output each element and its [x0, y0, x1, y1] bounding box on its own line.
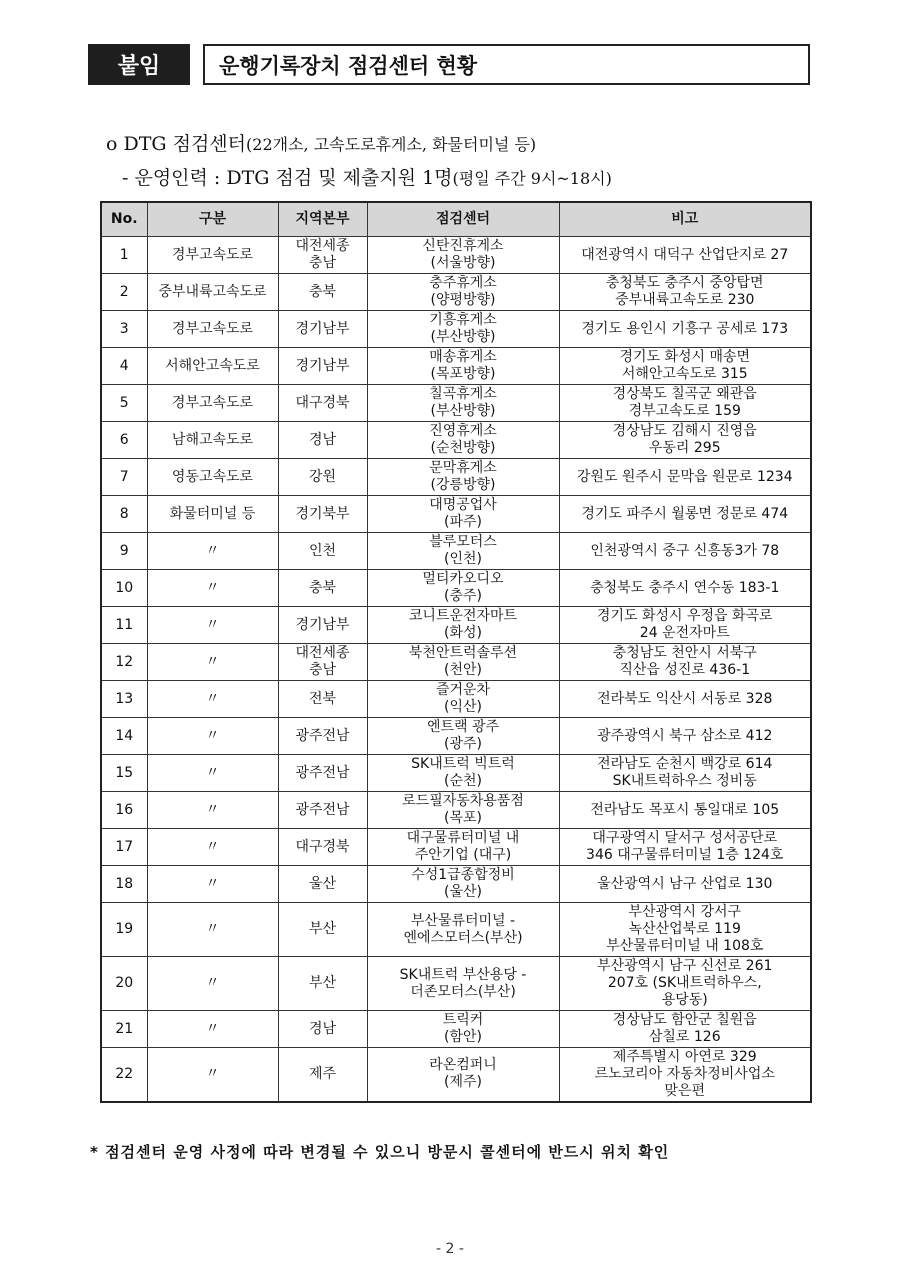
cell-region: 경기북부 [278, 496, 367, 533]
table-row [101, 570, 811, 607]
cell-center: 대명공업사 (파주) [367, 496, 559, 533]
cell-center: 매송휴게소 (목포방향) [367, 348, 559, 385]
footnote: * 점검센터 운영 사정에 따라 변경될 수 있으니 방문시 콜센터에 반드시 위치 확인 [90, 1143, 670, 1161]
cell-category: 〃 [147, 792, 278, 829]
cell-center: 트릭커 (함안) [367, 1011, 559, 1048]
cell-category: 화물터미널 등 [147, 496, 278, 533]
cell-region: 부산 [278, 957, 367, 1011]
cell-no: 11 [101, 607, 147, 644]
table-row [101, 829, 811, 866]
cell-region: 전북 [278, 681, 367, 718]
cell-category: 〃 [147, 681, 278, 718]
intro-sub-main: - 운영인력 : DTG 점검 및 제출지원 1명 [122, 167, 453, 189]
table-row [101, 422, 811, 459]
table-row [101, 385, 811, 422]
cell-category: 〃 [147, 644, 278, 681]
page-title: 운행기록장치 점검센터 현황 [203, 44, 810, 85]
cell-category: 영동고속도로 [147, 459, 278, 496]
cell-note: 경기도 화성시 매송면 서해안고속도로 315 [559, 348, 811, 385]
cell-no: 15 [101, 755, 147, 792]
cell-region: 제주 [278, 1048, 367, 1102]
cell-category: 〃 [147, 607, 278, 644]
table-row [101, 718, 811, 755]
cell-note: 경상남도 함안군 칠원읍 삼칠로 126 [559, 1011, 811, 1048]
cell-center: 신탄진휴게소 (서울방향) [367, 237, 559, 274]
cell-no: 8 [101, 496, 147, 533]
cell-no: 13 [101, 681, 147, 718]
cell-center: 진영휴게소 (순천방향) [367, 422, 559, 459]
cell-center: 칠곡휴게소 (부산방향) [367, 385, 559, 422]
cell-center: 로드필자동차용품점 (목포) [367, 792, 559, 829]
cell-region: 경남 [278, 1011, 367, 1048]
table-row [101, 866, 811, 903]
cell-no: 5 [101, 385, 147, 422]
cell-center: 북천안트럭솔루션 (천안) [367, 644, 559, 681]
cell-center: 엔트랙 광주 (광주) [367, 718, 559, 755]
cell-note: 전라남도 목포시 통일대로 105 [559, 792, 811, 829]
table-row [101, 607, 811, 644]
header-center: 점검센터 [367, 202, 559, 237]
intro-sub-paren: (평일 주간 9시~18시) [452, 169, 612, 188]
table-row [101, 957, 811, 1011]
cell-note: 제주특별시 아연로 329 르노코리아 자동차정비사업소 맞은편 [559, 1048, 811, 1102]
page-number: - 2 - [436, 1241, 464, 1257]
cell-center: 멀티카오디오 (충주) [367, 570, 559, 607]
cell-note: 전라북도 익산시 서동로 328 [559, 681, 811, 718]
cell-region: 경기남부 [278, 311, 367, 348]
cell-center: 대구물류터미널 내 주안기업 (대구) [367, 829, 559, 866]
cell-no: 14 [101, 718, 147, 755]
cell-no: 2 [101, 274, 147, 311]
intro-sub [122, 163, 612, 190]
table-row [101, 792, 811, 829]
table-row [101, 755, 811, 792]
cell-center: SK내트럭 빅트럭 (순천) [367, 755, 559, 792]
cell-no: 7 [101, 459, 147, 496]
cell-category: 서해안고속도로 [147, 348, 278, 385]
table-header-row [101, 202, 811, 237]
intro-bullet-main: o DTG 점검센터 [106, 133, 247, 155]
header [88, 44, 810, 85]
cell-center: 기흥휴게소 (부산방향) [367, 311, 559, 348]
cell-region: 경기남부 [278, 348, 367, 385]
cell-note: 경상북도 칠곡군 왜관읍 경부고속도로 159 [559, 385, 811, 422]
cell-region: 광주전남 [278, 792, 367, 829]
cell-note: 강원도 원주시 문막읍 원문로 1234 [559, 459, 811, 496]
header-category: 구분 [147, 202, 278, 237]
cell-note: 부산광역시 남구 신선로 261 207호 (SK내트럭하우스, 용당동) [559, 957, 811, 1011]
cell-category: 〃 [147, 533, 278, 570]
cell-category: 〃 [147, 570, 278, 607]
cell-no: 9 [101, 533, 147, 570]
cell-category: 〃 [147, 866, 278, 903]
cell-category: 중부내륙고속도로 [147, 274, 278, 311]
cell-note: 광주광역시 북구 삼소로 412 [559, 718, 811, 755]
cell-category: 〃 [147, 1011, 278, 1048]
cell-center: 문막휴게소 (강릉방향) [367, 459, 559, 496]
table-row [101, 1048, 811, 1102]
cell-region: 부산 [278, 903, 367, 957]
table-body [101, 237, 811, 1102]
cell-no: 12 [101, 644, 147, 681]
cell-region: 충북 [278, 274, 367, 311]
cell-category: 〃 [147, 755, 278, 792]
cell-category: 경부고속도로 [147, 237, 278, 274]
cell-region: 충북 [278, 570, 367, 607]
attachment-badge: 붙임 [88, 44, 190, 85]
table-row [101, 274, 811, 311]
cell-center: 수성1급종합정비 (울산) [367, 866, 559, 903]
cell-no: 22 [101, 1048, 147, 1102]
table-row [101, 237, 811, 274]
cell-note: 전라남도 순천시 백강로 614 SK내트럭하우스 정비동 [559, 755, 811, 792]
header-note: 비고 [559, 202, 811, 237]
cell-category: 〃 [147, 903, 278, 957]
table-row [101, 681, 811, 718]
cell-region: 대전세종 충남 [278, 644, 367, 681]
cell-category: 〃 [147, 957, 278, 1011]
intro-bullet [106, 129, 536, 156]
cell-no: 10 [101, 570, 147, 607]
cell-note: 경기도 화성시 우정읍 화곡로 24 운전자마트 [559, 607, 811, 644]
cell-center: 라온컴퍼니 (제주) [367, 1048, 559, 1102]
table-row [101, 1011, 811, 1048]
cell-region: 강원 [278, 459, 367, 496]
cell-note: 대구광역시 달서구 성서공단로 346 대구물류터미널 1층 124호 [559, 829, 811, 866]
cell-no: 20 [101, 957, 147, 1011]
cell-no: 21 [101, 1011, 147, 1048]
cell-region: 경기남부 [278, 607, 367, 644]
cell-region: 인천 [278, 533, 367, 570]
cell-center: 부산물류터미널 - 엔에스모터스(부산) [367, 903, 559, 957]
cell-category: 경부고속도로 [147, 385, 278, 422]
cell-region: 대전세종 충남 [278, 237, 367, 274]
cell-note: 충청북도 충주시 중앙탑면 중부내륙고속도로 230 [559, 274, 811, 311]
table-row [101, 311, 811, 348]
cell-center: 충주휴게소 (양평방향) [367, 274, 559, 311]
cell-region: 광주전남 [278, 755, 367, 792]
table-row [101, 903, 811, 957]
cell-no: 4 [101, 348, 147, 385]
cell-region: 대구경북 [278, 829, 367, 866]
cell-note: 충청남도 천안시 서북구 직산읍 성진로 436-1 [559, 644, 811, 681]
cell-no: 1 [101, 237, 147, 274]
cell-region: 광주전남 [278, 718, 367, 755]
table-row [101, 459, 811, 496]
header-region: 지역본부 [278, 202, 367, 237]
cell-region: 대구경북 [278, 385, 367, 422]
cell-category: 경부고속도로 [147, 311, 278, 348]
cell-no: 3 [101, 311, 147, 348]
cell-no: 16 [101, 792, 147, 829]
cell-no: 18 [101, 866, 147, 903]
intro-bullet-paren: (22개소, 고속도로휴게소, 화물터미널 등) [246, 135, 537, 154]
cell-note: 울산광역시 남구 산업로 130 [559, 866, 811, 903]
cell-region: 울산 [278, 866, 367, 903]
cell-note: 인천광역시 중구 신흥동3가 78 [559, 533, 811, 570]
cell-category: 남해고속도로 [147, 422, 278, 459]
cell-no: 17 [101, 829, 147, 866]
cell-no: 19 [101, 903, 147, 957]
cell-no: 6 [101, 422, 147, 459]
cell-note: 경기도 용인시 기흥구 공세로 173 [559, 311, 811, 348]
table-row [101, 348, 811, 385]
header-no: No. [101, 202, 147, 237]
cell-note: 충청북도 충주시 연수동 183-1 [559, 570, 811, 607]
cell-center: 코니트운전자마트 (화성) [367, 607, 559, 644]
cell-category: 〃 [147, 829, 278, 866]
center-table [100, 201, 812, 1103]
table-row [101, 644, 811, 681]
cell-note: 경기도 파주시 월롱면 정문로 474 [559, 496, 811, 533]
cell-note: 대전광역시 대덕구 산업단지로 27 [559, 237, 811, 274]
cell-category: 〃 [147, 718, 278, 755]
table-row [101, 496, 811, 533]
cell-category: 〃 [147, 1048, 278, 1102]
cell-center: 즐거운차 (익산) [367, 681, 559, 718]
table-row [101, 533, 811, 570]
cell-center: 블루모터스 (인천) [367, 533, 559, 570]
cell-note: 부산광역시 강서구 녹산산업북로 119 부산물류터미널 내 108호 [559, 903, 811, 957]
cell-center: SK내트럭 부산용당 - 더존모터스(부산) [367, 957, 559, 1011]
cell-region: 경남 [278, 422, 367, 459]
cell-note: 경상남도 김해시 진영읍 우동리 295 [559, 422, 811, 459]
